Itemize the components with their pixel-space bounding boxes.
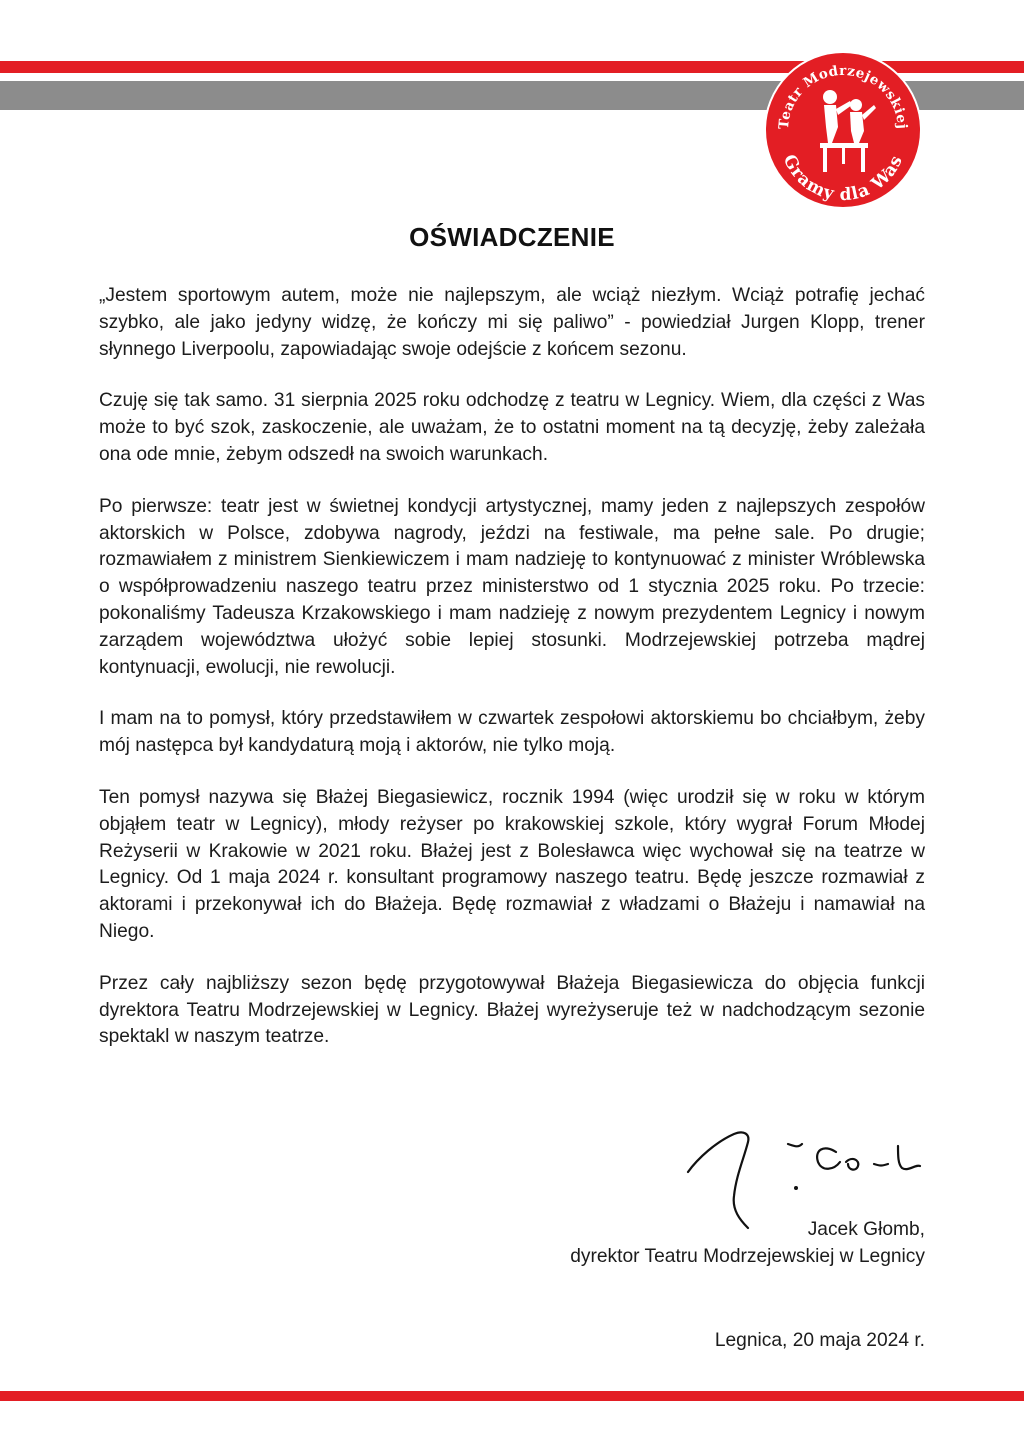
paragraph: Ten pomysł nazywa się Błażej Biegasiewicz, rocznik 1994 (więc urodził się w roku w którym objąłem teatr w Legnicy), młody reżyser po krakowskiej szkole, który wygrał Forum Młodej Reżyserii w Krakowie w 2021 roku. Błażej jest z Bolesławca więc wychował się na teatrze w Legnicy. Od 1 maja 2024 r. konsultant programowy naszego teatru. Będę jeszcze rozmawiał z aktorami i przekonywał ich do Błażeja. Będę rozmawiał z władzami o Błażeju i namawiał na Niego. <box>99 786 925 942</box>
paragraph: Po pierwsze: teatr jest w świetnej kondycji artystycznej, mamy jeden z najlepszych zespołów aktorskich w Polsce, zdobywa nagrody, jeździ na festiwale, ma pełne sale. Po drugie; rozmawiałem z ministrem Sienkiewiczem i mam nadzieję to kontynuować z minister Wróblewska o współprowadzeniu naszego teatru przez ministerstwo od 1 stycznia 2025 roku. Po trzecie: pokonaliśmy Tadeusza Krzakowskiego i mam nadzieję z nowym prezydentem Legnicy i nowym zarządem województwa ułożyć sobie lepiej stosunki. Modrzejewskiej potrzeba mądrej kontynuacji, ewolucji, nie rewolucji. <box>99 495 925 678</box>
theatre-logo-seal <box>758 45 928 215</box>
document-title: OŚWIADCZENIE <box>409 222 615 252</box>
paragraph: „Jestem sportowym autem, może nie najlepszym, ale wciąż niezłym. Wciąż potrafię jechać szybko, ale jako jedyny widzę, że kończy mi się paliwo” - powiedział Jurgen Klopp, trener słynnego Liverpoolu, zapowiadając swoje odejście z końcem sezonu. <box>99 285 925 360</box>
svg-text:Gramy dla Was: Gramy dla Was <box>778 151 908 206</box>
paragraph: I mam na to pomysł, który przedstawiłem w czwartek zespołowi aktorskiemu bo chciałbym, żeby mój następca był kandydaturą moją i aktorów, nie tylko moją. <box>99 708 925 757</box>
svg-text:Teatr Modrzejewskiej: Teatr Modrzejewskiej <box>775 62 911 130</box>
handwritten-signature <box>676 1120 936 1230</box>
place-and-date: Legnica, 20 maja 2024 r. <box>714 1330 925 1351</box>
bottom-red-stripe <box>0 1391 1024 1401</box>
paragraph: Czuję się tak samo. 31 sierpnia 2025 roku odchodzę z teatru w Legnicy. Wiem, dla części z Was może to być szok, zaskoczenie, ale uważam, że to ostatni moment na tą decyzję, żeby zależała ona ode mnie, żebym odszedł na swoich warunkach. <box>99 390 925 465</box>
statement-body <box>99 283 925 1076</box>
signatory-role: dyrektor Teatru Modrzejewskiej w Legnicy <box>570 1246 925 1267</box>
signatory-name: Jacek Głomb, <box>807 1219 925 1240</box>
paragraph: Przez cały najbliższy sezon będę przygotowywał Błażeja Biegasiewicza do objęcia funkcji dyrektora Teatru Modrzejewskiej w Legnicy. Błażej wyreżyseruje też w nadchodzącym sezonie spektakl w naszym teatrze. <box>99 972 925 1048</box>
